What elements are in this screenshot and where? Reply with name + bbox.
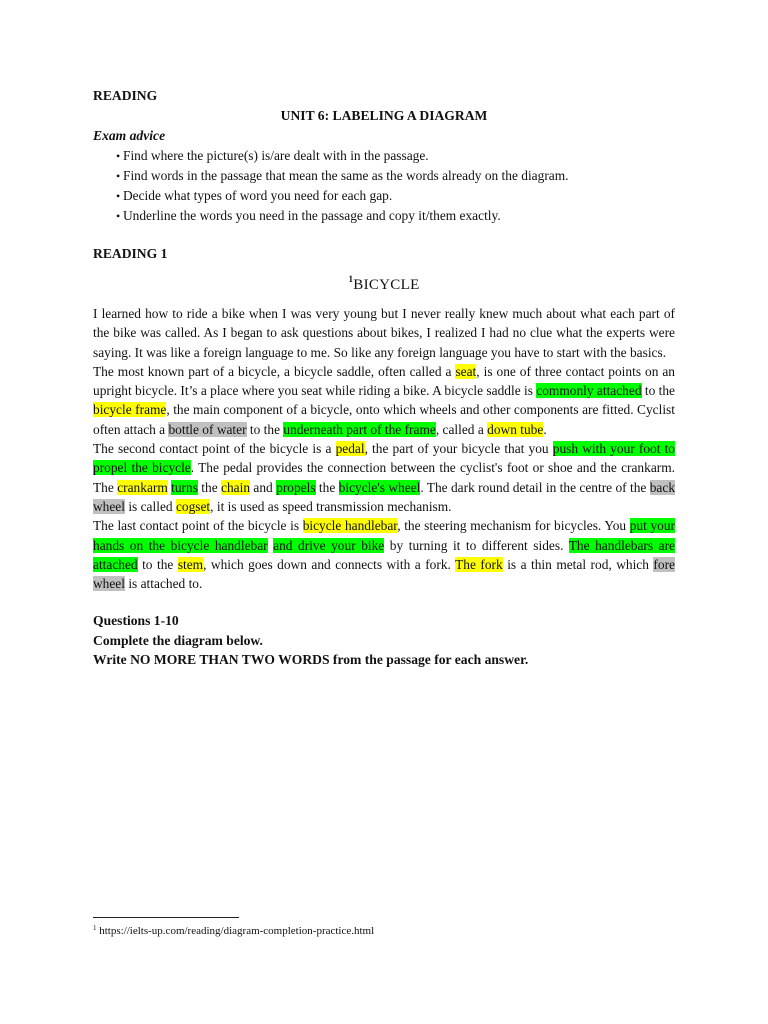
unit-title: UNIT 6: LABELING A DIAGRAM <box>280 108 488 123</box>
highlight-green: push with your foot to propel the bicycle <box>93 441 675 476</box>
advice-item: • Find words in the passage that mean the same as the words already on the diagram. <box>93 166 675 186</box>
passage-paragraph-2: The most known part of a bicycle, a bicycle saddle, often called a seat, is one of three contact points on an upright bicycle. It’s a place where you seat while riding a bike. A bicycle saddle is commonly attached to the bicycle frame, the main component of a bicycle, onto which wheels and other components are fitted. Cyclist often attach a bottle of water to the underneath part of the frame, called a down tube. <box>93 363 676 437</box>
highlight-yellow: down tube <box>487 421 544 437</box>
passage <box>93 304 675 593</box>
advice-item: • Underline the words you need in the passage and copy it/them exactly. <box>93 206 675 226</box>
highlight-yellow: cogset <box>175 498 211 514</box>
bullet-icon: • <box>116 189 121 203</box>
bullet-icon: • <box>116 169 121 183</box>
highlight-gray: back wheel <box>93 479 676 514</box>
reading1-heading: READING 1 <box>93 246 168 261</box>
highlight-green: and drive your bike <box>273 537 385 553</box>
footnote-divider <box>93 917 239 918</box>
highlight-gray: bottle of water <box>168 421 247 437</box>
highlight-green: commonly attached <box>536 383 642 399</box>
passage-paragraph-1: I learned how to ride a bike when I was very young but I never really knew much about what each part of the bike was called. As I began to ask questions about bikes, I realized I had no clue what the experts were saying. It was like a foreign language to me. So like any foreign language you have to start with the basics. <box>93 306 675 360</box>
highlight-yellow: pedal <box>335 441 365 457</box>
questions-range: Questions 1-10 <box>93 613 179 629</box>
advice-item: • Decide what types of word you need for each gap. <box>93 186 675 206</box>
passage-paragraph-4: The last contact point of the bicycle is bicycle handlebar, the steering mechanism for bicycles. You put your hands on the bicycle handlebar and drive your bike by turning it to different sides. The handlebars are attached to the stem, which goes down and connects with a fork. The fork is a thin metal rod, which fore wheel is attached to. <box>93 518 675 592</box>
highlight-yellow: seat <box>455 363 477 379</box>
highlight-green: propels <box>276 479 316 495</box>
advice-item: • Find where the picture(s) is/are dealt with in the passage. <box>93 146 675 166</box>
questions-instruction: Complete the diagram below. <box>93 632 263 648</box>
highlight-gray: fore wheel <box>93 556 675 592</box>
highlight-yellow: stem <box>177 556 204 572</box>
bullet-icon: • <box>116 209 121 223</box>
highlight-green: turns <box>171 479 198 495</box>
highlight-green: The handlebars are attached <box>93 537 675 572</box>
highlight-yellow: crankarm <box>117 479 168 495</box>
highlight-green: bicycle's wheel <box>338 479 421 495</box>
passage-title: $^1$BICYCLE <box>348 274 420 293</box>
footnote-marker: 1 <box>93 924 97 932</box>
highlight-yellow: The fork <box>455 556 503 572</box>
highlight-yellow: chain <box>221 479 251 495</box>
exam-advice-list <box>93 146 675 226</box>
footnote <box>93 921 374 938</box>
footnote-ref: 1 <box>348 274 354 284</box>
passage-paragraph-3: The second contact point of the bicycle is a pedal, the part of your bicycle that you push with your foot to propel the bicycle. The pedal provides the connection between the cyclist's foot or shoe and the crankarm. The crankarm turns the chain and propels the bicycle's wheel. The dark round detail in the centre of the back wheel is called cogset, it is used as speed transmission mechanism. <box>93 441 676 514</box>
document-page <box>93 87 675 670</box>
bullet-icon: • <box>116 149 121 163</box>
highlight-yellow: bicycle handlebar <box>302 518 398 534</box>
highlight-green: put your hands on the bicycle handlebar <box>93 518 675 553</box>
exam-advice-label: Exam advice <box>93 128 166 143</box>
section-heading: READING <box>93 88 158 103</box>
footnote-text[interactable]: https://ielts-up.com/reading/diagram-completion-practice.html <box>96 925 375 937</box>
questions-word-limit: Write NO MORE THAN TWO WORDS from the passage for each answer. <box>93 652 529 668</box>
highlight-green: underneath part of the frame <box>283 421 436 437</box>
questions-block <box>93 611 675 670</box>
highlight-yellow: bicycle frame <box>93 402 167 418</box>
